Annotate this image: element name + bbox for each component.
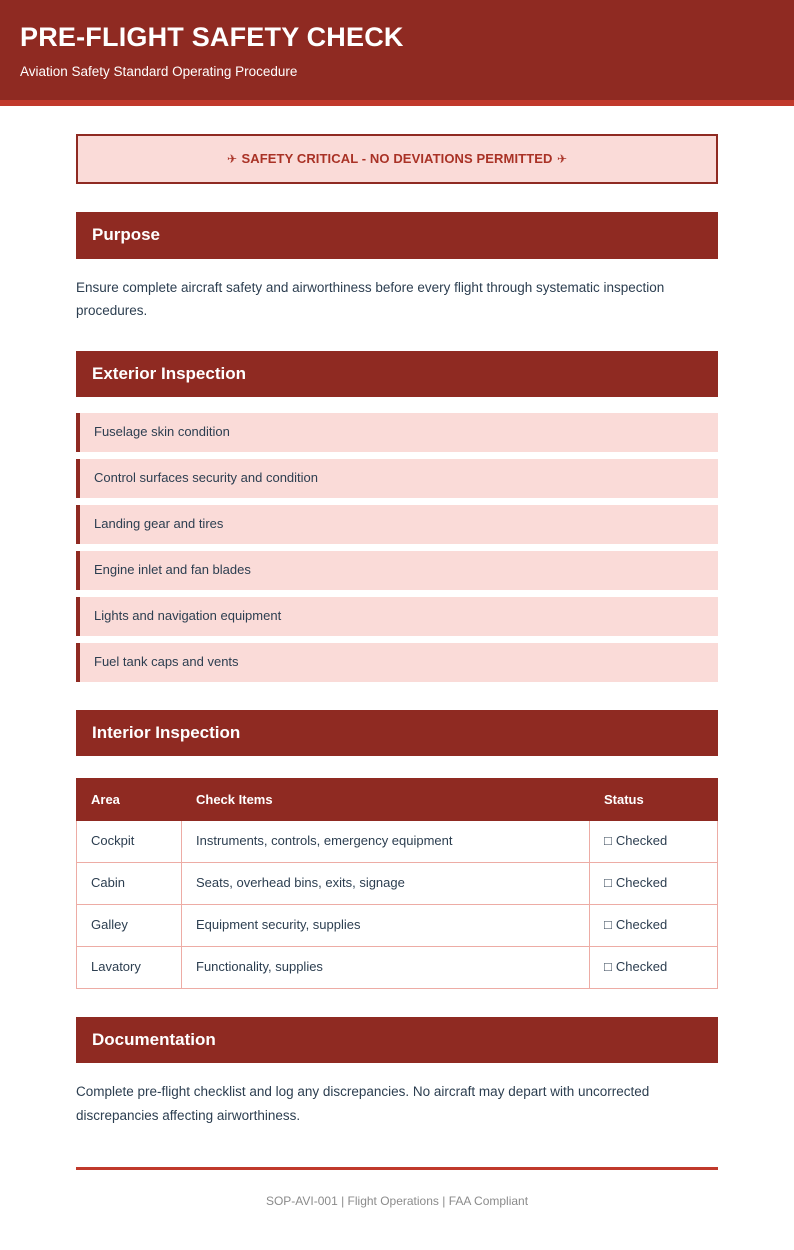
cell-check-items: Functionality, supplies xyxy=(182,946,590,988)
cell-area: Galley xyxy=(77,904,182,946)
list-item[interactable]: Fuselage skin condition xyxy=(76,413,718,452)
table-row xyxy=(77,946,718,988)
section-title-purpose: Purpose xyxy=(92,225,161,245)
document-footer xyxy=(76,1167,718,1250)
safety-critical-banner xyxy=(76,134,718,184)
interior-inspection-table xyxy=(76,778,718,989)
status-label: Checked xyxy=(615,874,668,890)
page-subtitle: Aviation Safety Standard Operating Procedure xyxy=(20,64,298,80)
list-item[interactable]: Landing gear and tires xyxy=(76,505,718,544)
checkbox-icon[interactable]: □ xyxy=(604,833,612,848)
status-label: Checked xyxy=(615,916,668,932)
airplane-icon-left: ✈ xyxy=(226,152,238,167)
section-header-interior-inspection xyxy=(76,710,718,756)
column-header-status: Status xyxy=(590,779,718,821)
status-label: Checked xyxy=(615,833,668,848)
document-header xyxy=(0,0,794,106)
list-item[interactable]: Engine inlet and fan blades xyxy=(76,551,718,590)
cell-check-items: Instruments, controls, emergency equipment xyxy=(182,821,590,863)
cell-status[interactable] xyxy=(590,862,718,904)
cell-check-items: Seats, overhead bins, exits, signage xyxy=(182,862,590,904)
table-row xyxy=(77,862,718,904)
section-title-documentation: Documentation xyxy=(92,1029,216,1049)
safety-critical-banner-text: SAFETY CRITICAL - NO DEVIATIONS PERMITTED xyxy=(241,151,553,167)
list-item[interactable]: Fuel tank caps and vents xyxy=(76,643,718,682)
cell-status[interactable] xyxy=(590,821,718,863)
section-header-exterior-inspection xyxy=(76,351,718,397)
section-title-exterior-inspection: Exterior Inspection xyxy=(92,363,246,383)
checkbox-icon[interactable]: □ xyxy=(604,958,612,974)
checkbox-icon[interactable]: □ xyxy=(604,874,612,890)
table-header-row xyxy=(77,779,718,821)
cell-check-items: Equipment security, supplies xyxy=(182,904,590,946)
column-header-check-items: Check Items xyxy=(182,779,590,821)
column-header-area: Area xyxy=(77,779,182,821)
section-body-purpose: Ensure complete aircraft safety and airworthiness before every flight through systematic inspection procedures. xyxy=(76,279,665,319)
section-body-documentation: Complete pre-flight checklist and log any discrepancies. No aircraft may depart with uncorrected discrepancies affecting airworthiness. xyxy=(76,1083,650,1123)
page-content xyxy=(0,134,794,1250)
footer-text: SOP-AVI-001 | Flight Operations | FAA Compliant xyxy=(265,1194,529,1209)
cell-area: Lavatory xyxy=(77,946,182,988)
table-row xyxy=(77,821,718,863)
cell-status[interactable] xyxy=(590,904,718,946)
status-label: Checked xyxy=(615,958,668,974)
section-header-purpose xyxy=(76,212,718,258)
table-body xyxy=(77,821,718,989)
checkbox-icon[interactable]: □ xyxy=(604,916,612,932)
cell-area: Cabin xyxy=(77,862,182,904)
table-head xyxy=(77,779,718,821)
list-item[interactable]: Control surfaces security and condition xyxy=(76,459,718,498)
airplane-icon-right: ✈ xyxy=(556,152,568,167)
page-title: PRE-FLIGHT SAFETY CHECK xyxy=(20,22,404,52)
cell-status[interactable] xyxy=(590,946,718,988)
section-header-documentation xyxy=(76,1017,718,1063)
cell-area: Cockpit xyxy=(77,821,182,863)
section-title-interior-inspection: Interior Inspection xyxy=(92,722,241,742)
table-row xyxy=(77,904,718,946)
list-item[interactable]: Lights and navigation equipment xyxy=(76,597,718,636)
exterior-inspection-checklist xyxy=(76,413,718,681)
